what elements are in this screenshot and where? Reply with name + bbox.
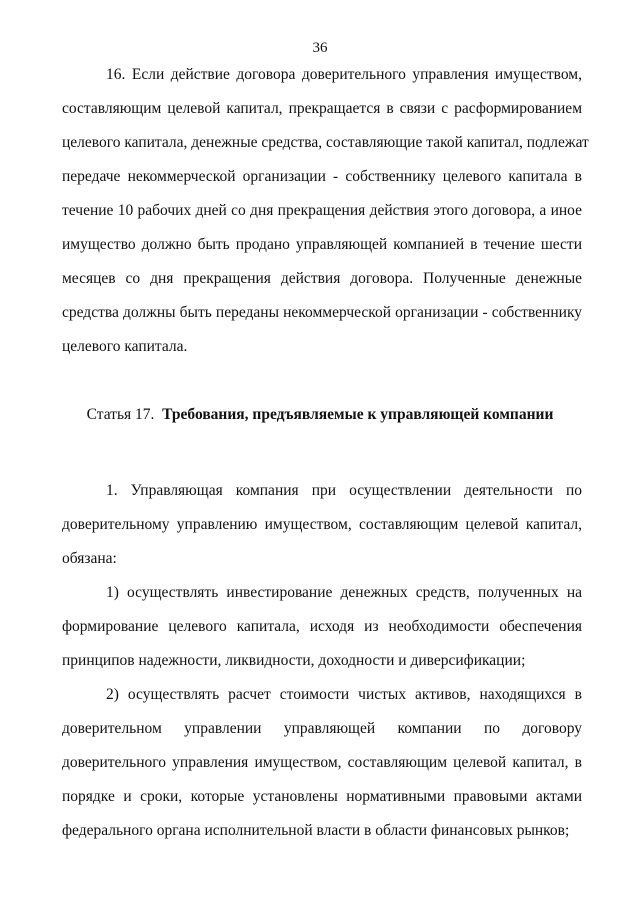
text-line: доверительного управления имуществом, составляющим целевой капитал, в xyxy=(62,754,582,771)
text-line: формирование целевого капитала, исходя из необходимости обеспечения xyxy=(62,618,582,635)
text-line: 16. Если действие договора доверительного управления имуществом, xyxy=(106,66,582,83)
list-item-2 xyxy=(62,678,582,848)
text-line: передаче некоммерческой организации - собственнику целевого капитала в xyxy=(62,168,582,185)
text-line: течение 10 рабочих дней со дня прекращения действия этого договора, а иное xyxy=(62,202,582,219)
article-label: Статья 17. xyxy=(86,406,155,423)
text-line: целевого капитала. xyxy=(62,338,188,355)
text-line: имущество должно быть продано управляющей компанией в течение шести xyxy=(62,236,582,253)
text-line: средства должны быть переданы некоммерческой организации - собственнику xyxy=(62,304,582,321)
text-line: целевого капитала, денежные средства, составляющие такой капитал, подлежат xyxy=(62,134,589,151)
text-line: порядке и сроки, которые установлены нормативными правовыми актами xyxy=(62,788,582,805)
paragraph-16 xyxy=(62,58,589,364)
page-number: 36 xyxy=(312,40,328,56)
text-line: принципов надежности, ликвидности, доходности и диверсификации; xyxy=(62,652,526,669)
text-line: обязана: xyxy=(62,550,117,567)
text-line: доверительном управлении управляющей компании по договору xyxy=(62,720,582,737)
text-line: 1. Управляющая компания при осуществлении деятельности по xyxy=(106,482,582,499)
list-item-1 xyxy=(62,576,582,678)
article-heading xyxy=(0,406,640,424)
paragraph-1 xyxy=(62,474,582,576)
text-line: федерального органа исполнительной власти в области финансовых рынков; xyxy=(62,822,570,839)
text-line: составляющим целевой капитал, прекращается в связи с расформированием xyxy=(62,100,582,117)
article-title: Требования, предъявляемые к управляющей компании xyxy=(162,406,554,423)
text-line: месяцев со дня прекращения действия договора. Полученные денежные xyxy=(62,270,582,287)
text-line: 2) осуществлять расчет стоимости чистых активов, находящихся в xyxy=(106,686,582,703)
text-line: 1) осуществлять инвестирование денежных средств, полученных на xyxy=(106,584,582,601)
text-line: доверительному управлению имуществом, составляющим целевой капитал, xyxy=(62,516,582,533)
